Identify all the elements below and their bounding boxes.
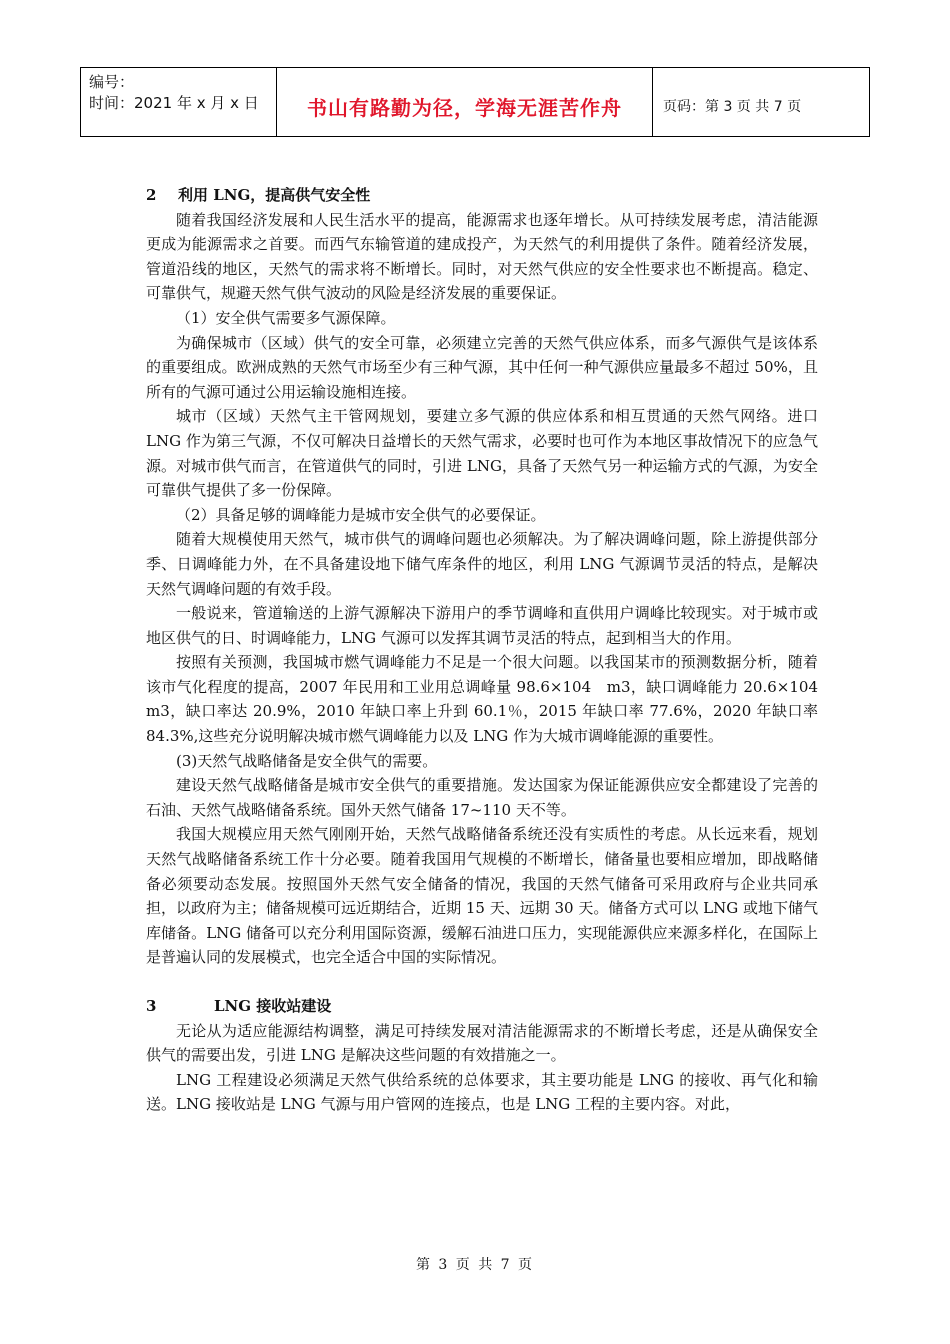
subsection-heading: （1）安全供气需要多气源保障。 [176,308,396,327]
header-meta [81,68,277,136]
page-header [80,67,870,137]
paragraph: 随着大规模使用天然气，城市供气的调峰问题也必须解决。为了解决调峰问题，除上游提供部分季、日调峰能力外，在不具备建设地下储气库条件的地区，利用 LNG 气源调节灵活的特点，是解决天然气调峰问题的有效手段。 [146,530,818,598]
subsection-heading: (3)天然气战略储备是安全供气的需要。 [176,751,438,770]
document-number-label: 编号： [89,73,135,91]
paragraph: 我国大规模应用天然气刚刚开始，天然气战略储备系统还没有实质性的考虑。从长远来看，规划天然气战略储备系统工作十分必要。随着我国用气规模的不断增长，储备量也要相应增加，即战略储备必须要动态发展。按照国外天然气安全储备的情况，我国的天然气储备可采用政府与企业共同承担，以政府为主；储备规模可远近期结合，近期 15 天、远期 30 天。储备方式可以 LNG 或地下储气库储备。LNG 储备可以充分利用国际资源，缓解石油进口压力，实现能源供应来源多样化，在国际上是普遍认同的发展模式，也完全适合中国的实际情况。 [146,825,818,967]
document-time-label: 时间：2021 年 x 月 x 日 [89,94,259,112]
document-body [146,183,834,1117]
spacer [146,970,818,994]
page-footer: 第 3 页 共 7 页 [415,1257,535,1273]
section-3-heading [146,994,818,1019]
header-motto: 书山有路勤为径，学海无涯苦作舟 [277,68,653,136]
paragraph: 随着我国经济发展和人民生活水平的提高，能源需求也逐年增长。从可持续发展考虑，清洁能源更成为能源需求之首要。而西气东输管道的建成投产，为天然气的利用提供了条件。随着经济发展，管道沿线的地区，天然气的需求将不断增长。同时，对天然气供应的安全性要求也不断提高。稳定、可靠供气，规避天然气供气波动的风险是经济发展的重要保证。 [146,210,818,303]
paragraph: 按照有关预测，我国城市燃气调峰能力不足是一个很大问题。以我国某市的预测数据分析，随着该市气化程度的提高，2007 年民用和工业用总调峰量 98.6×104 m3，缺口调峰能力 20.6×104 m3，缺口率达 20.9%，2010 年缺口率上升到 60.1％，2015 年缺口率 77.6%，2020 年缺口率 84.3%,这些充分说明解决城市燃气调峰能力以及 LNG 作为大城市调峰能源的重要性。 [146,653,834,746]
section-number: 3 [146,997,157,1015]
paragraph: LNG 工程建设必须满足天然气供给系统的总体要求，其主要功能是 LNG 的接收、再气化和输送。LNG 接收站是 LNG 气源与用户管网的连接点，也是 LNG 工程的主要内容。对此， [146,1070,818,1114]
paragraph: 为确保城市（区域）供气的安全可靠，必须建立完善的天然气供应体系，而多气源供气是该体系的重要组成。欧洲成熟的天然气市场至少有三种气源，其中任何一种气源供应量最多不超过 50%，且所有的气源可通过公用运输设施相连接。 [146,333,818,401]
section-2-heading [146,183,818,208]
subsection-heading: （2）具备足够的调峰能力是城市安全供气的必要保证。 [176,505,546,524]
section-title: LNG 接收站建设 [214,997,332,1015]
section-number: 2 [146,186,157,204]
section-title: 利用 LNG，提高供气安全性 [178,186,371,204]
paragraph: 城市（区域）天然气主干管网规划，要建立多气源的供应体系和相互贯通的天然气网络。进口 LNG 作为第三气源，不仅可解决日益增长的天然气需求，必要时也可作为本地区事故情况下的应急气源。对城市供气而言，在管道供气的同时，引进 LNG，具备了天然气另一种运输方式的气源，为安全可靠供气提供了多一份保障。 [146,407,818,500]
paragraph: 建设天然气战略储备是城市安全供气的重要措施。发达国家为保证能源供应安全都建设了完善的石油、天然气战略储备系统。国外天然气储备 17~110 天不等。 [146,776,818,819]
header-page-info: 页码：第 3 页 共 7 页 [663,99,802,115]
paragraph: 一般说来，管道输送的上游气源解决下游用户的季节调峰和直供用户调峰比较现实。对于城市或地区供气的日、时调峰能力，LNG 气源可以发挥其调节灵活的特点，起到相当大的作用。 [146,604,818,647]
paragraph: 无论从为适应能源结构调整，满足可持续发展对清洁能源需求的不断增长考虑，还是从确保安全供气的需要出发，引进 LNG 是解决这些问题的有效措施之一。 [146,1021,818,1065]
